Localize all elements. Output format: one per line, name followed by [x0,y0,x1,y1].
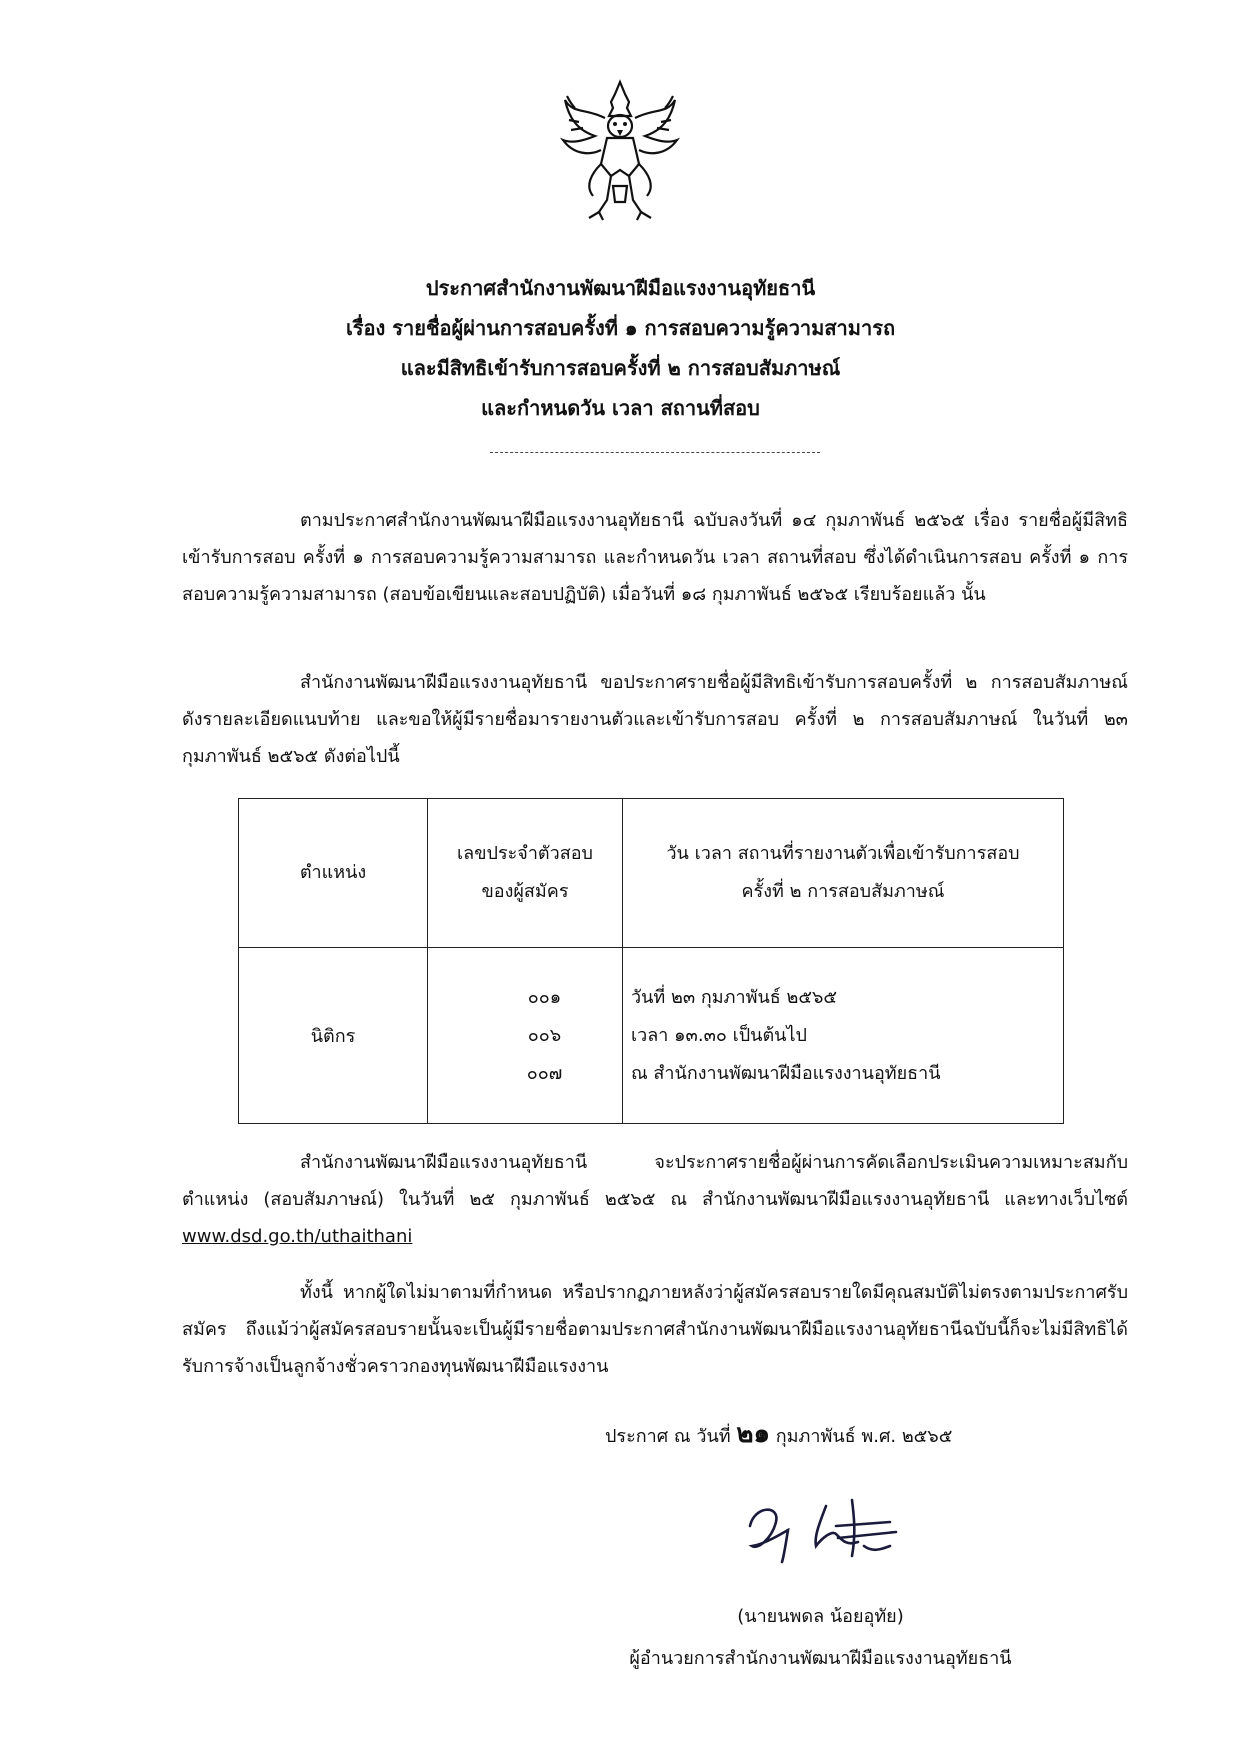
garuda-emblem-icon [555,78,685,228]
header-position: ตำแหน่ง [239,799,428,948]
title-line-3: และมีสิทธิเข้ารับการสอบครั้งที่ ๒ การสอบสัมภาษณ์ [400,356,841,380]
header-schedule-line-2: ครั้งที่ ๒ การสอบสัมภาษณ์ [741,881,945,902]
handwritten-signature-icon [740,1486,910,1576]
title-line-4: และกำหนดวัน เวลา สถานที่สอบ [481,396,760,420]
date-suffix: กุมภาพันธ์ พ.ศ. ๒๕๖๕ [775,1426,953,1447]
candidate-ids-cell [428,948,623,1124]
signer-name: (นายนพดล น้อยอุทัย) [737,1606,904,1627]
candidates-table [238,798,1064,1124]
date-prefix: ประกาศ ณ วันที่ [605,1426,731,1447]
schedule-time: เวลา ๑๓.๓๐ เป็นต้นไป [631,1024,807,1046]
header-schedule [623,799,1064,948]
header-candidate-id [428,799,623,948]
website-link[interactable]: www.dsd.go.th/uthaithani [182,1226,413,1247]
schedule-date: วันที่ ๒๓ กุมภาพันธ์ ๒๕๖๕ [631,986,838,1008]
header-id-line-2: ของผู้สมัคร [481,881,569,902]
candidate-id: ๐๐๑ [527,986,562,1008]
signer-block [0,1596,1241,1680]
announcement-title [0,268,1241,428]
position-cell: นิติกร [239,948,428,1124]
signer-title: ผู้อำนวยการสำนักงานพัฒนาฝีมือแรงงานอุทัยธานี [629,1648,1012,1669]
header-id-line-1: เลขประจำตัวสอบ [457,843,593,864]
paragraph-4: ทั้งนี้ หากผู้ใดไม่มาตามที่กำหนด หรือปรากฏภายหลังว่าผู้สมัครสอบรายใดมีคุณสมบัติไม่ตรงตามประกาศรับสมัคร ถึงแม้ว่าผู้สมัครสอบรายนั้นจะเป็นผู้มีรายชื่อตามประกาศสำนักงานพัฒนาฝีมือแรงงานอุทัยธานีฉบับนี้ก็จะไม่มีสิทธิได้รับการจ้างเป็นลูกจ้างชั่วคราวกองทุนพัฒนาฝีมือแรงงาน [182,1282,1128,1377]
paragraph-2: สำนักงานพัฒนาฝีมือแรงงานอุทัยธานี ขอประกาศรายชื่อผู้มีสิทธิเข้ารับการสอบครั้งที่ ๒ การสอบสัมภาษณ์ ดังรายละเอียดแนบท้าย และขอให้ผู้มีรายชื่อมารายงานตัวและเข้ารับการสอบ ครั้งที่ ๒ การสอบสัมภาษณ์ ในวันที่ ๒๓ กุมภาพันธ์ ๒๕๖๕ ดังต่อไปนี้ [182,672,1128,767]
paragraph-3 [182,1144,1128,1255]
table-row [239,948,1064,1124]
date-day: ๒๑ [736,1419,771,1449]
paragraph-1: ตามประกาศสำนักงานพัฒนาฝีมือแรงงานอุทัยธานี ฉบับลงวันที่ ๑๔ กุมภาพันธ์ ๒๕๖๕ เรื่อง รายชื่อผู้มีสิทธิเข้ารับการสอบ ครั้งที่ ๑ การสอบความรู้ความสามารถ และกำหนดวัน เวลา สถานที่สอบ ซึ่งได้ดำเนินการสอบ ครั้งที่ ๑ การสอบความรู้ความสามารถ (สอบข้อเขียนและสอบปฏิบัติ) เมื่อวันที่ ๑๘ กุมภาพันธ์ ๒๕๖๕ เรียบร้อยแล้ว นั้น [182,510,1128,605]
candidate-id: ๐๐๗ [526,1062,563,1084]
candidate-id: ๐๐๖ [527,1024,562,1046]
schedule-location: ณ สำนักงานพัฒนาฝีมือแรงงานอุทัยธานี [631,1062,941,1084]
announcement-date [605,1413,952,1454]
table-header-row [239,799,1064,948]
title-line-2: เรื่อง รายชื่อผู้ผ่านการสอบครั้งที่ ๑ การสอบความรู้ความสามารถ [345,316,896,340]
paragraph-3-text: สำนักงานพัฒนาฝีมือแรงงานอุทัยธานี จะประกาศรายชื่อผู้ผ่านการคัดเลือกประเมินความเหมาะสมกับตำแหน่ง (สอบสัมภาษณ์) ในวันที่ ๒๕ กุมภาพันธ์ ๒๕๖๕ ณ สำนักงานพัฒนาฝีมือแรงงานอุทัยธานี และทางเว็บไซต์ [182,1152,1128,1210]
title-line-1: ประกาศสำนักงานพัฒนาฝีมือแรงงานอุทัยธานี [425,276,816,300]
title-divider [490,452,820,453]
schedule-cell [623,948,1064,1124]
header-schedule-line-1: วัน เวลา สถานที่รายงานตัวเพื่อเข้ารับการสอบ [666,843,1020,864]
